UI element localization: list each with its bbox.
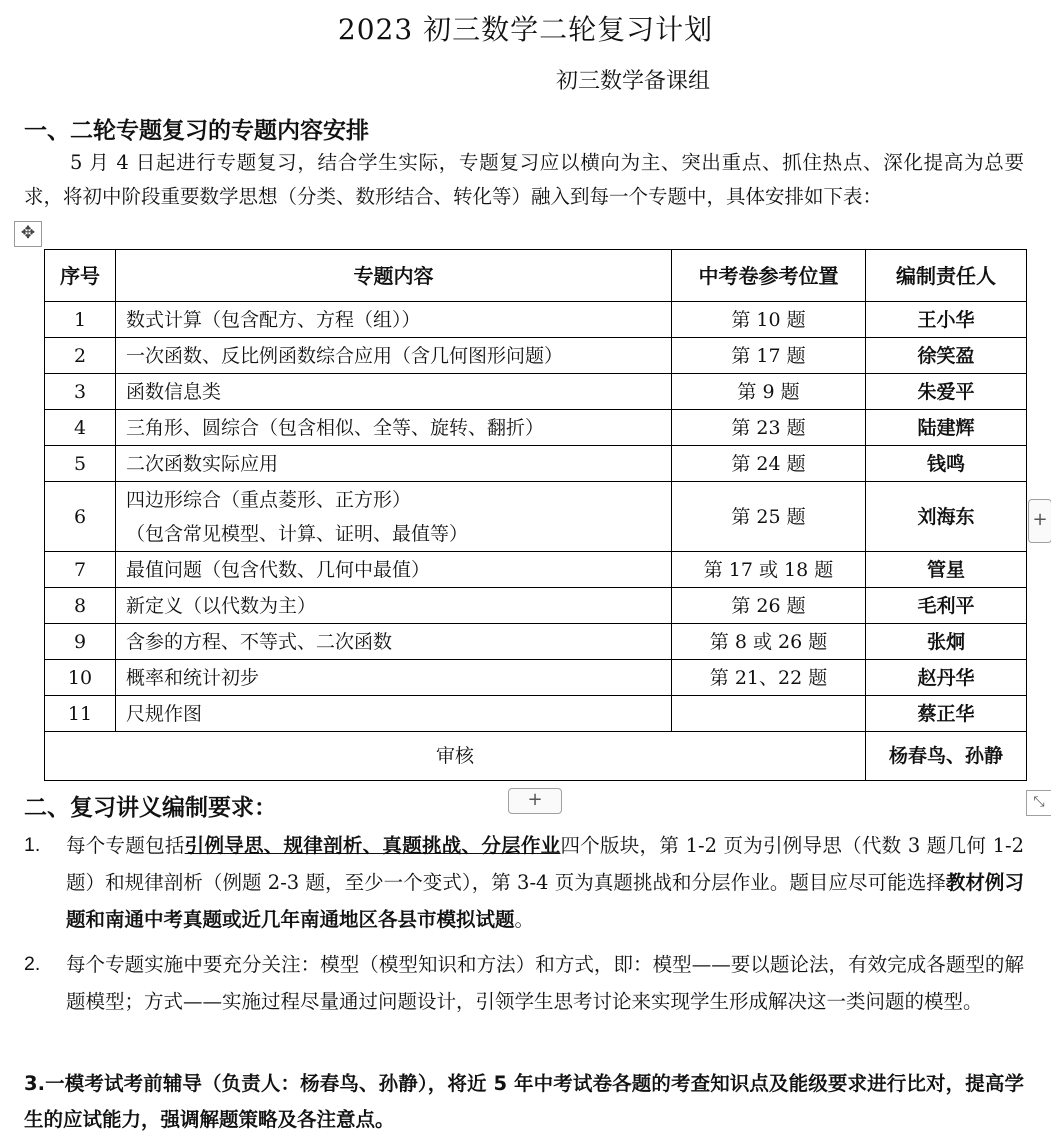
row-topic-line-2: （包含常见模型、计算、证明、最值等） bbox=[126, 522, 469, 545]
row-owner[interactable]: 管星 bbox=[866, 552, 1027, 588]
section-1-paragraph: 5 月 4 日起进行专题复习，结合学生实际，专题复习应以横向为主、突出重点、抓住热点、深化提高为总要求，将初中阶段重要数学思想（分类、数形结合、转化等）融入到每一个专题中，具体安排如下表： bbox=[24, 151, 1024, 208]
table-row bbox=[45, 446, 1027, 482]
header-topic: 专题内容 bbox=[116, 250, 672, 302]
row-owner[interactable]: 陆建辉 bbox=[866, 410, 1027, 446]
row-topic[interactable]: 尺规作图 bbox=[116, 696, 672, 732]
add-row-button[interactable] bbox=[508, 788, 562, 814]
row-owner[interactable]: 赵丹华 bbox=[866, 660, 1027, 696]
table-row bbox=[45, 410, 1027, 446]
row-position[interactable]: 第 21、22 题 bbox=[672, 660, 866, 696]
item-emphasis: 教材例习题和南通中考真题或近几年南通地区各县市模拟试题 bbox=[66, 871, 1024, 931]
review-row bbox=[45, 732, 1027, 781]
row-position[interactable]: 第 17 或 18 题 bbox=[672, 552, 866, 588]
item-text: 每个专题包括 bbox=[66, 834, 185, 857]
row-position[interactable]: 第 9 题 bbox=[672, 374, 866, 410]
row-position[interactable] bbox=[672, 696, 866, 732]
row-owner[interactable]: 徐笑盈 bbox=[866, 338, 1027, 374]
header-number: 序号 bbox=[45, 250, 116, 302]
row-position[interactable]: 第 25 题 bbox=[672, 482, 866, 552]
table-header-row bbox=[45, 250, 1027, 302]
row-number[interactable]: 9 bbox=[45, 624, 116, 660]
row-number[interactable]: 8 bbox=[45, 588, 116, 624]
plus-icon: + bbox=[527, 789, 543, 810]
review-owner[interactable]: 杨春鸟、孙静 bbox=[866, 732, 1027, 781]
row-topic-line-1: 四边形综合（重点菱形、正方形） bbox=[126, 488, 412, 511]
section-1-heading: 一、二轮专题复习的专题内容安排 bbox=[24, 118, 369, 144]
table-row bbox=[45, 302, 1027, 338]
row-number[interactable]: 11 bbox=[45, 696, 116, 732]
move-arrows-icon: ✥ bbox=[20, 223, 36, 243]
table-row bbox=[45, 374, 1027, 410]
item-text: 四个版块，第 1-2 页为引例导思（代数 3 题几何 1-2 题）和规律剖析（例题 2-3 题，至少一个变式），第 3-4 页为真题挑战和分层作业。题目应尽可能选择 bbox=[66, 834, 1024, 894]
header-position: 中考卷参考位置 bbox=[672, 250, 866, 302]
row-number[interactable]: 7 bbox=[45, 552, 116, 588]
row-topic[interactable]: 最值问题（包含代数、几何中最值） bbox=[116, 552, 672, 588]
item-body: 每个专题实施中要充分关注：模型（模型知识和方法）和方式，即：模型——要以题论法，有效完成各题型的解题模型；方式——实施过程尽量通过问题设计，引领学生思考讨论来实现学生形成解决这一类问题的模型。 bbox=[66, 953, 1024, 1013]
resize-diagonal-icon: ⤡ bbox=[1033, 794, 1045, 810]
row-owner[interactable]: 朱爱平 bbox=[866, 374, 1027, 410]
row-owner[interactable]: 张炯 bbox=[866, 624, 1027, 660]
row-topic[interactable]: 函数信息类 bbox=[116, 374, 672, 410]
row-position[interactable]: 第 17 题 bbox=[672, 338, 866, 374]
table-row bbox=[45, 660, 1027, 696]
row-number[interactable]: 10 bbox=[45, 660, 116, 696]
row-owner[interactable]: 王小华 bbox=[866, 302, 1027, 338]
table-row bbox=[45, 696, 1027, 732]
row-topic[interactable] bbox=[116, 482, 672, 552]
row-topic[interactable]: 三角形、圆综合（包含相似、全等、旋转、翻折） bbox=[116, 410, 672, 446]
header-owner: 编制责任人 bbox=[866, 250, 1027, 302]
row-topic[interactable]: 二次函数实际应用 bbox=[116, 446, 672, 482]
requirement-item-2 bbox=[24, 946, 1024, 1020]
row-number[interactable]: 3 bbox=[45, 374, 116, 410]
row-number[interactable]: 5 bbox=[45, 446, 116, 482]
row-position[interactable]: 第 26 题 bbox=[672, 588, 866, 624]
plus-icon: + bbox=[1032, 509, 1048, 530]
item-emphasis: 引例导思、规律剖析、真题挑战、分层作业 bbox=[184, 834, 561, 857]
row-topic[interactable]: 概率和统计初步 bbox=[116, 660, 672, 696]
row-number[interactable]: 2 bbox=[45, 338, 116, 374]
row-owner[interactable]: 毛利平 bbox=[866, 588, 1027, 624]
row-position[interactable]: 第 10 题 bbox=[672, 302, 866, 338]
review-label[interactable]: 审核 bbox=[45, 732, 866, 781]
row-topic[interactable]: 新定义（以代数为主） bbox=[116, 588, 672, 624]
row-owner[interactable]: 钱鸣 bbox=[866, 446, 1027, 482]
row-number[interactable]: 6 bbox=[45, 482, 116, 552]
requirement-item-3: 3.一模考试考前辅导（负责人：杨春鸟、孙静），将近 5 年中考试卷各题的考查知识点及能级要求进行比对，提高学生的应试能力，强调解题策略及各注意点。 bbox=[24, 1072, 1024, 1131]
topic-table bbox=[44, 249, 1027, 781]
table-row bbox=[45, 482, 1027, 552]
row-owner[interactable]: 蔡正华 bbox=[866, 696, 1027, 732]
row-position[interactable]: 第 8 或 26 题 bbox=[672, 624, 866, 660]
table-row bbox=[45, 552, 1027, 588]
row-number[interactable]: 1 bbox=[45, 302, 116, 338]
section-2-heading: 二、复习讲义编制要求： bbox=[24, 795, 277, 821]
table-row bbox=[45, 624, 1027, 660]
item-body bbox=[66, 827, 1024, 938]
table-row bbox=[45, 338, 1027, 374]
row-topic[interactable]: 一次函数、反比例函数综合应用（含几何图形问题） bbox=[116, 338, 672, 374]
requirement-item-1 bbox=[24, 827, 1024, 938]
row-topic[interactable]: 数式计算（包含配方、方程（组）） bbox=[116, 302, 672, 338]
row-position[interactable]: 第 23 题 bbox=[672, 410, 866, 446]
document-author: 初三数学备课组 bbox=[556, 69, 711, 94]
document-title: 2023 初三数学二轮复习计划 bbox=[337, 13, 714, 46]
row-position[interactable]: 第 24 题 bbox=[672, 446, 866, 482]
item-text: 。 bbox=[514, 908, 535, 931]
table-resize-handle[interactable] bbox=[1026, 790, 1051, 816]
table-row bbox=[45, 588, 1027, 624]
table-move-handle[interactable] bbox=[14, 221, 42, 247]
row-number[interactable]: 4 bbox=[45, 410, 116, 446]
row-owner[interactable]: 刘海东 bbox=[866, 482, 1027, 552]
add-column-button[interactable] bbox=[1028, 499, 1051, 543]
row-topic[interactable]: 含参的方程、不等式、二次函数 bbox=[116, 624, 672, 660]
item-number: 2. bbox=[24, 953, 41, 975]
item-number: 1. bbox=[24, 834, 41, 856]
